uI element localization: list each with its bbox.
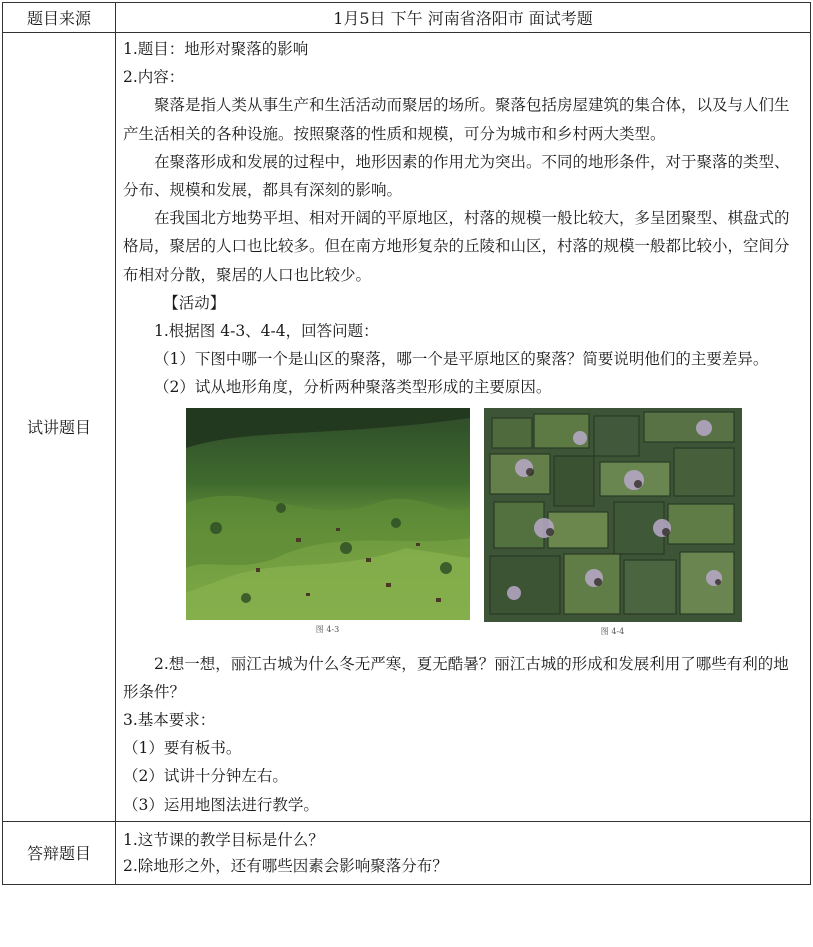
source-label: 题目来源 (3, 3, 116, 33)
exam-table (2, 2, 811, 885)
defense-content (116, 821, 811, 884)
mountain-village-photo (186, 408, 470, 620)
activity-title: 【活动】 (163, 293, 226, 312)
figure-plain-village (484, 408, 742, 650)
activity-question-1a: （1）下图中哪一个是山区的聚落，哪一个是平原地区的聚落？简要说明他们的主要差异。 (154, 350, 769, 369)
plain-village-photo (484, 408, 742, 622)
figure-mountain-village (186, 408, 470, 650)
lecture-content (116, 33, 811, 822)
defense-question: 1.这节课的教学目标是什么？ (123, 830, 324, 849)
content-paragraph: 在我国北方地势平坦、相对开阔的平原地区，村落的规模一般比较大，多呈团聚型、棋盘式的格局，聚居的人口也比较多。但在南方地形复杂的丘陵和山区，村落的规模一般都比较小，空间分布相对分散，聚居的人口也比较少。 (123, 209, 790, 284)
defense-question: 2.除地形之外，还有哪些因素会影响聚落分布？ (123, 856, 448, 875)
requirement-item: （1）要有板书。 (123, 739, 242, 758)
source-row (3, 3, 811, 33)
lecture-row (3, 33, 811, 822)
figure-right-caption: 图 4-4 (600, 626, 625, 636)
lecture-label: 试讲题目 (3, 33, 116, 822)
lecture-topic: 1.题目：地形对聚落的影响 (123, 40, 309, 58)
figure-left-caption: 图 4-3 (315, 624, 340, 634)
content-paragraph: 在聚落形成和发展的过程中，地形因素的作用尤为突出。不同的地形条件，对于聚落的类型、分布、规模和发展，都具有深刻的影响。 (123, 152, 790, 200)
source-value: 1月5日 下午 河南省洛阳市 面试考题 (116, 3, 811, 33)
requirement-item: （2）试讲十分钟左右。 (123, 767, 288, 786)
requirements-label: 3.基本要求： (123, 711, 216, 730)
content-label: 2.内容： (123, 68, 185, 87)
activity-question-1: 1.根据图 4-3、4-4，回答问题： (154, 322, 379, 341)
activity-question-1b: （2）试从地形角度，分析两种聚落类型形成的主要原因。 (154, 378, 552, 397)
figure-pair (123, 402, 804, 650)
requirement-item: （3）运用地图法进行教学。 (123, 795, 319, 814)
activity-question-2: 2.想一想，丽江古城为什么冬无严寒，夏无酷暑？丽江古城的形成和发展利用了哪些有利的地形条件？ (123, 654, 789, 701)
defense-row (3, 821, 811, 884)
defense-label: 答辩题目 (3, 821, 116, 884)
content-paragraph: 聚落是指人类从事生产和生活活动而聚居的场所。聚落包括房屋建筑的集合体，以及与人们生产生活相关的各种设施。按照聚落的性质和规模，可分为城市和乡村两大类型。 (123, 96, 790, 143)
